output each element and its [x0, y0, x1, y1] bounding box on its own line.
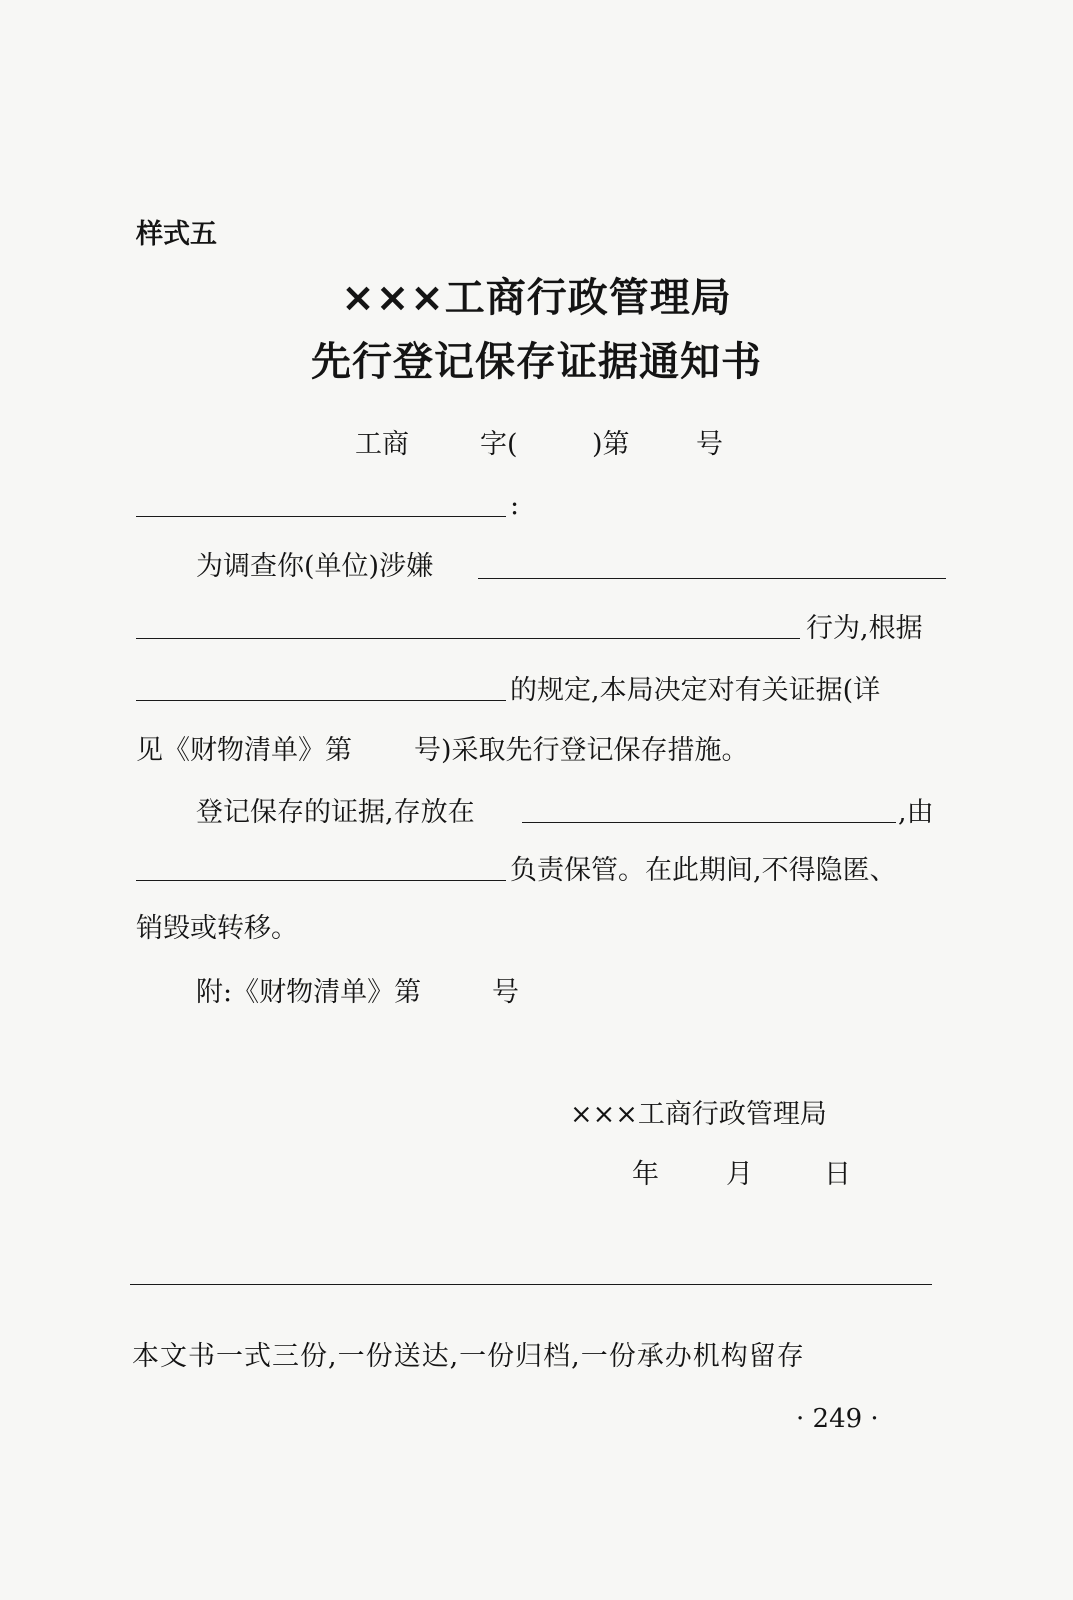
para1-text-4a: 见《财物清单》第 — [136, 735, 352, 766]
document-title-line1: ×××工商行政管理局 — [341, 275, 732, 321]
custodian-blank[interactable] — [136, 880, 506, 881]
legal-basis-blank[interactable] — [136, 700, 506, 701]
date-month: 月 — [726, 1159, 753, 1190]
para1-text-2: 行为,根据 — [806, 613, 923, 644]
doc-number-prefix: 工商 — [355, 429, 409, 460]
attachment-text: 附:《财物清单》第 — [196, 977, 422, 1008]
para1-text-1: 为调查你(单位)涉嫌 — [196, 551, 434, 582]
document-title-line2: 先行登记保存证据通知书 — [311, 339, 762, 385]
doc-number-char: 字( — [480, 429, 518, 460]
suspected-act-blank[interactable] — [478, 578, 946, 579]
addressee-colon: : — [510, 490, 520, 521]
footer-divider — [130, 1284, 932, 1285]
suspected-act-blank-2[interactable] — [136, 638, 800, 639]
addressee-blank[interactable] — [136, 516, 506, 517]
issuing-authority: ×××工商行政管理局 — [570, 1099, 827, 1130]
date-day: 日 — [824, 1159, 851, 1190]
storage-location-blank[interactable] — [522, 822, 896, 823]
para1-text-4b: 号)采取先行登记保存措施。 — [414, 735, 749, 766]
doc-number-ordinal: )第 — [592, 429, 630, 460]
doc-number-suffix: 号 — [696, 429, 723, 460]
para2-text-3: 负责保管。在此期间,不得隐匿、 — [510, 855, 897, 886]
attachment-suffix: 号 — [492, 977, 519, 1008]
style-label: 样式五 — [136, 219, 217, 250]
para2-text-1: 登记保存的证据,存放在 — [196, 797, 475, 828]
para2-text-4: 销毁或转移。 — [136, 913, 298, 944]
para2-text-2: ,由 — [898, 797, 934, 828]
footer-note: 本文书一式三份,一份送达,一份归档,一份承办机构留存 — [132, 1341, 805, 1372]
para1-text-3: 的规定,本局决定对有关证据(详 — [510, 675, 881, 706]
page-number: · 249 · — [796, 1404, 879, 1434]
date-year: 年 — [632, 1159, 659, 1190]
